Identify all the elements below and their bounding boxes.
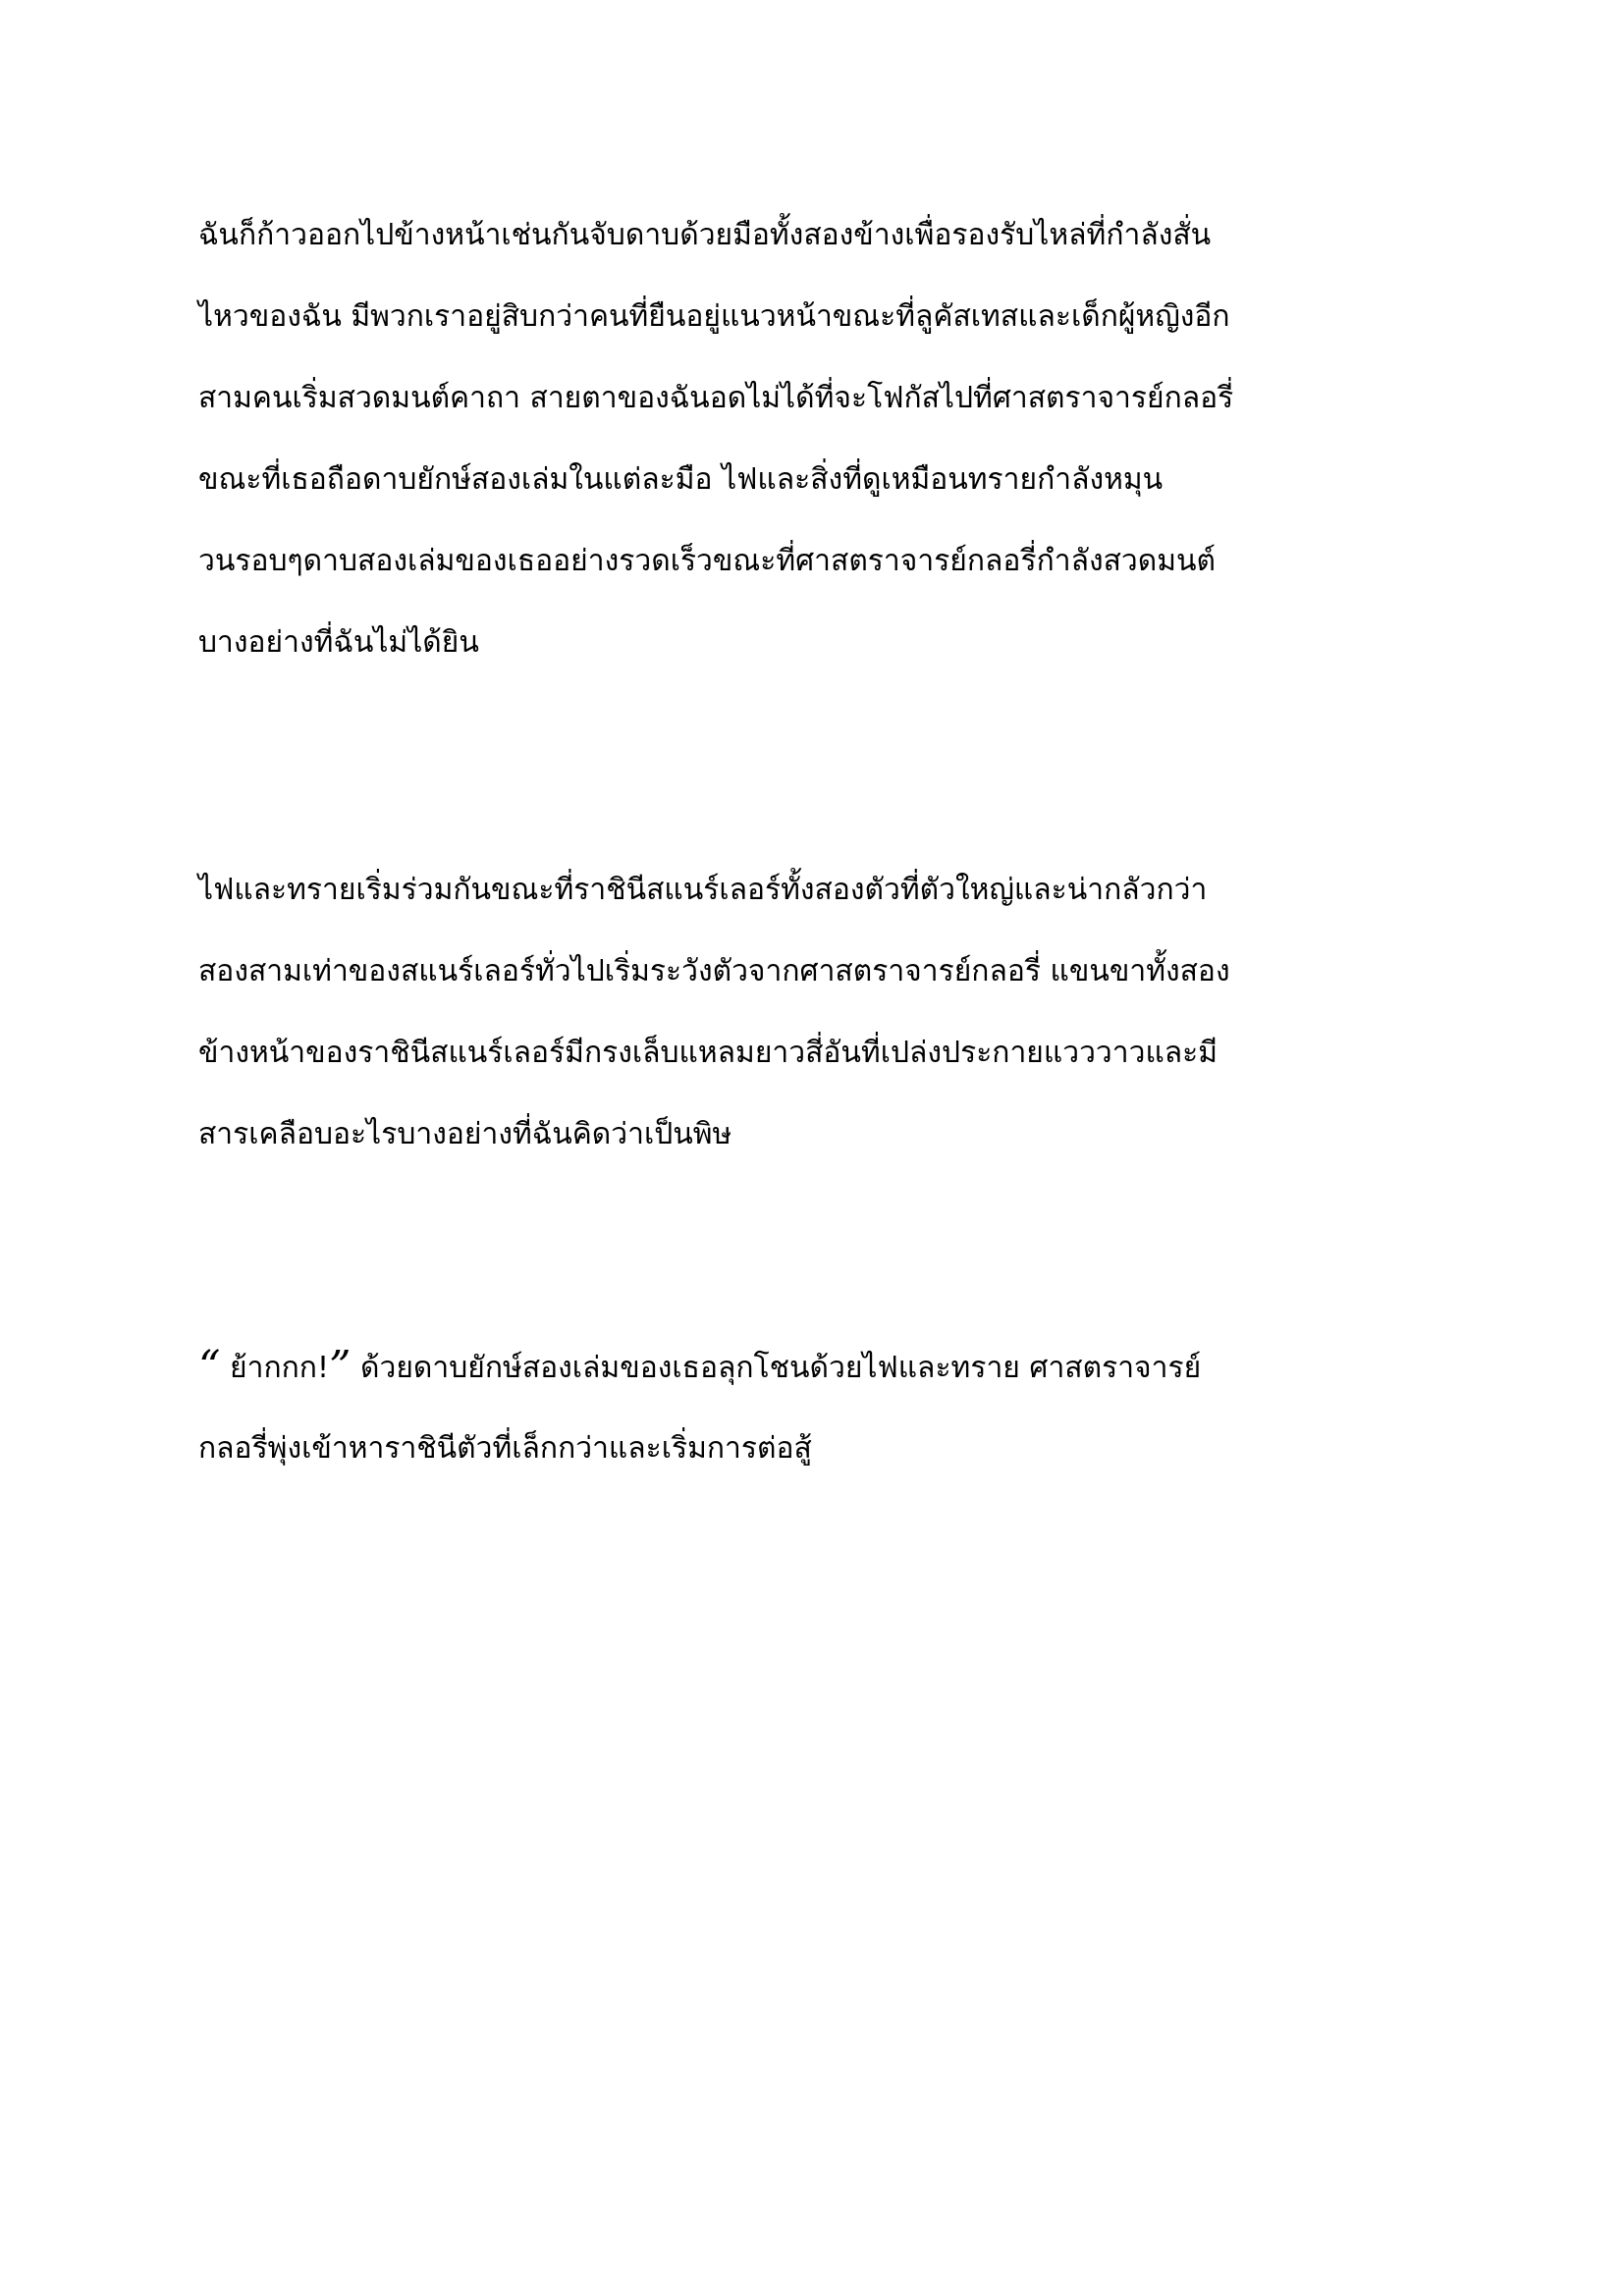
text-line: ข้างหน้าของราชินีสแนร์เลอร์มีกรงเล็บแหลมยาวสี่อันที่เปล่งประกายแวววาวและมี	[198, 1036, 1218, 1070]
text-line: ฉันก็ก้าวออกไปข้างหน้าเช่นกันจับดาบด้วยมือทั้งสองข้างเพื่อรองรับไหล่ที่กำลังสั่น	[198, 218, 1212, 252]
close-quote-mark: ”	[328, 1342, 352, 1392]
text-line	[198, 1326, 1475, 1408]
open-quote-mark: “	[198, 1342, 221, 1392]
text-line: ไฟและทรายเริ่มร่วมกันขณะที่ราชินีสแนร์เลอร์ทั้งสองตัวที่ตัวใหญ่และน่ากลัวกว่า	[198, 873, 1208, 907]
paragraph-3	[198, 1326, 1475, 1489]
text-line: กลอรี่พุ่งเข้าหาราชินีตัวที่เล็กกว่าและเริ่มการต่อสู้	[198, 1431, 812, 1466]
text-line: บางอย่างที่ฉันไม่ได้ยิน	[198, 625, 479, 660]
text-line: สองสามเท่าของสแนร์เลอร์ทั่วไปเริ่มระวังตัวจากศาสตราจารย์กลอรี่ แขนขาทั้งสอง	[198, 954, 1230, 988]
text-line: สารเคลือบอะไรบางอย่างที่ฉันคิดว่าเป็นพิษ	[198, 1117, 732, 1151]
text-line: ไหวของฉัน มีพวกเราอยู่สิบกว่าคนที่ยืนอยู่แนวหน้าขณะที่ลูคัสเทสและเด็กผู้หญิงอีก	[198, 299, 1230, 334]
paragraph-2	[198, 849, 1475, 1175]
shout-text: ย้ากกก!	[220, 1351, 329, 1385]
text-line: วนรอบๆดาบสองเล่มของเธออย่างรวดเร็วขณะที่ศาสตราจารย์กลอรี่กำลังสวดมนต์	[198, 544, 1217, 578]
text-line: ขณะที่เธอถือดาบยักษ์สองเล่มในแต่ละมือ ไฟและสิ่งที่ดูเหมือนทรายกำลังหมุน	[198, 462, 1164, 497]
narration-text: ด้วยดาบยักษ์สองเล่มของเธอลุกโชนด้วยไฟและทราย ศาสตราจารย์	[351, 1351, 1202, 1385]
text-line: สามคนเริ่มสวดมนต์คาถา สายตาของฉันอดไม่ได้ที่จะโฟกัสไปที่ศาสตราจารย์กลอรี่	[198, 381, 1234, 415]
paragraph-1	[198, 194, 1475, 683]
